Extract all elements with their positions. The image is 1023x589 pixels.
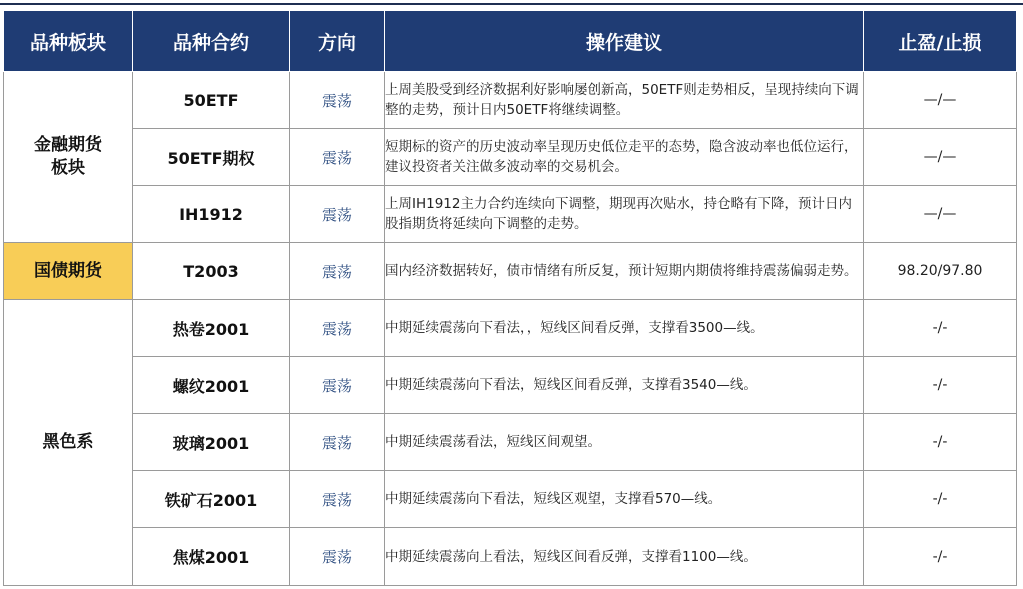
category-ferrous: 黑色系 xyxy=(4,300,133,586)
category-treasury-futures: 国债期货 xyxy=(4,243,133,300)
header-contract: 品种合约 xyxy=(133,11,290,72)
contract-cell: 铁矿石2001 xyxy=(133,471,290,528)
advice-table xyxy=(3,10,1017,586)
stop-cell: -/- xyxy=(864,300,1017,357)
header-direction: 方向 xyxy=(290,11,385,72)
contract-cell: 50ETF期权 xyxy=(133,129,290,186)
contract-cell: 焦煤2001 xyxy=(133,528,290,586)
header-advice: 操作建议 xyxy=(385,11,864,72)
advice-cell: 中期延续震荡向下看法，短线区观望，支撑看570—线。 xyxy=(385,471,864,528)
table-row xyxy=(4,186,1017,243)
direction-cell: 震荡 xyxy=(290,243,385,300)
stop-cell: -/- xyxy=(864,414,1017,471)
advice-cell: 中期延续震荡看法，短线区间观望。 xyxy=(385,414,864,471)
direction-cell: 震荡 xyxy=(290,471,385,528)
advice-cell: 短期标的资产的历史波动率呈现历史低位走平的态势，隐含波动率也低位运行，建议投资者关注做多波动率的交易机会。 xyxy=(385,129,864,186)
stop-cell: -/- xyxy=(864,471,1017,528)
direction-cell: 震荡 xyxy=(290,300,385,357)
contract-cell: IH1912 xyxy=(133,186,290,243)
table-row xyxy=(4,72,1017,129)
direction-cell: 震荡 xyxy=(290,528,385,586)
direction-cell: 震荡 xyxy=(290,186,385,243)
contract-cell: 热卷2001 xyxy=(133,300,290,357)
header-stop: 止盈/止损 xyxy=(864,11,1017,72)
stop-cell: 98.20/97.80 xyxy=(864,243,1017,300)
contract-cell: 50ETF xyxy=(133,72,290,129)
stop-cell: -/- xyxy=(864,357,1017,414)
stop-cell: —/— xyxy=(864,186,1017,243)
stop-cell: —/— xyxy=(864,72,1017,129)
header-row xyxy=(4,11,1017,72)
contract-cell: 螺纹2001 xyxy=(133,357,290,414)
table-row xyxy=(4,243,1017,300)
advice-cell: 中期延续震荡向下看法，，短线区间看反弹，支撑看3500—线。 xyxy=(385,300,864,357)
stop-cell: -/- xyxy=(864,528,1017,586)
table-row xyxy=(4,414,1017,471)
direction-cell: 震荡 xyxy=(290,72,385,129)
contract-cell: T2003 xyxy=(133,243,290,300)
advice-cell: 上周美股受到经济数据利好影响屡创新高，50ETF则走势相反，呈现持续向下调整的走势，预计日内50ETF将继续调整。 xyxy=(385,72,864,129)
header-category: 品种板块 xyxy=(4,11,133,72)
table-row xyxy=(4,357,1017,414)
table-row xyxy=(4,471,1017,528)
stop-cell: —/— xyxy=(864,129,1017,186)
table-row xyxy=(4,129,1017,186)
category-financial-futures: 金融期货 板块 xyxy=(4,72,133,243)
table-row xyxy=(4,528,1017,586)
top-rule xyxy=(0,3,1023,5)
advice-cell: 上周IH1912主力合约连续向下调整，期现再次贴水，持仓略有下降，预计日内股指期货将延续向下调整的走势。 xyxy=(385,186,864,243)
advice-cell: 国内经济数据转好，债市情绪有所反复，预计短期内期债将维持震荡偏弱走势。 xyxy=(385,243,864,300)
direction-cell: 震荡 xyxy=(290,129,385,186)
advice-cell: 中期延续震荡向下看法，短线区间看反弹，支撑看3540—线。 xyxy=(385,357,864,414)
direction-cell: 震荡 xyxy=(290,414,385,471)
advice-cell: 中期延续震荡向上看法，短线区间看反弹，支撑看1100—线。 xyxy=(385,528,864,586)
direction-cell: 震荡 xyxy=(290,357,385,414)
contract-cell: 玻璃2001 xyxy=(133,414,290,471)
table-row xyxy=(4,300,1017,357)
